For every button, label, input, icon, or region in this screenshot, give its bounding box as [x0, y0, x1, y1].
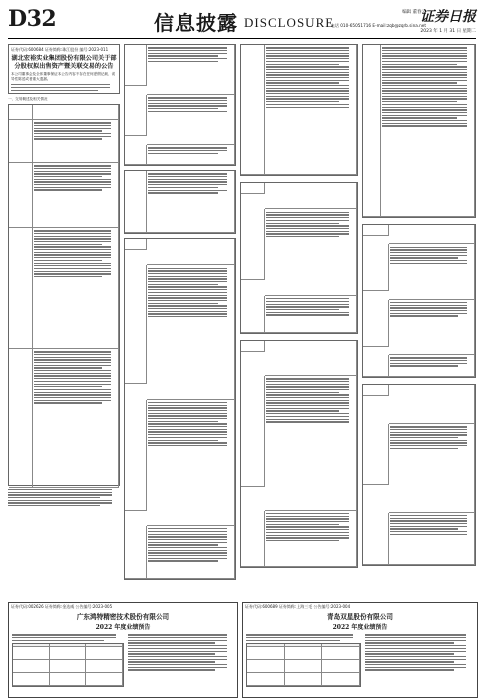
section-label: 一、交易概述及相关情况 — [8, 96, 48, 101]
contact-line: 电话 010-65051716 E-mail:zqb@zqrb.sina.net — [330, 23, 426, 28]
section-title-en: DISCLOSURE — [244, 15, 335, 30]
bottom-right-announcement — [242, 602, 478, 698]
main-announcement-box — [8, 44, 120, 94]
bottom-left-subtitle: 2022 年度业绩预告 — [95, 624, 151, 631]
table-5 — [240, 44, 358, 176]
editor-line: 编辑 董春云 — [402, 10, 426, 15]
column-3 — [240, 44, 358, 568]
table-6 — [240, 182, 358, 334]
main-table — [8, 104, 120, 486]
bottom-left-announcement — [8, 602, 238, 698]
column-2 — [124, 44, 236, 580]
table-7 — [240, 340, 358, 568]
table-8 — [362, 44, 476, 218]
bottom-right-subtitle: 2022 年度业绩预告 — [332, 624, 388, 631]
announcement-header: 证券代码:600684 证券简称:珠江股份 编号:2023-011 — [11, 47, 109, 52]
masthead — [8, 6, 476, 39]
bottom-right-header: 证券代码:600689 证券简称:上海三毛 公告编号:2023-004 — [245, 604, 351, 609]
bottom-left-table — [12, 643, 124, 687]
column-4 — [362, 44, 476, 566]
table-9 — [362, 224, 476, 378]
announcement-intro: 本公司董事会及全体董事保证本公告内容不存在任何虚假记载、误导性陈述或者重大遗漏。 — [11, 72, 116, 82]
newspaper-logo: 证券日报 — [420, 9, 476, 25]
section-title: 信息披露 — [154, 11, 238, 35]
page-number: D32 — [8, 6, 57, 32]
bottom-right-table — [246, 643, 361, 687]
column-1 — [8, 44, 120, 506]
bottom-right-title: 青岛双星股份有限公司 — [327, 613, 393, 621]
bottom-left-title: 广东鸿特精密技术股份有限公司 — [76, 613, 170, 621]
table-2 — [124, 44, 236, 166]
table-3 — [124, 170, 236, 234]
announcement-title: 湖北宏裕实业集团股份有限公司关于部分股权拟出售资产暨关联交易的公告 — [11, 55, 117, 70]
bottom-left-header: 证券代码:002626 证券简称:金达威 公告编号:2023-005 — [11, 604, 113, 609]
issue-date: 2023 年 1 月 31 日 星期二 — [420, 29, 476, 34]
table-4 — [124, 238, 236, 580]
table-10 — [362, 384, 476, 566]
